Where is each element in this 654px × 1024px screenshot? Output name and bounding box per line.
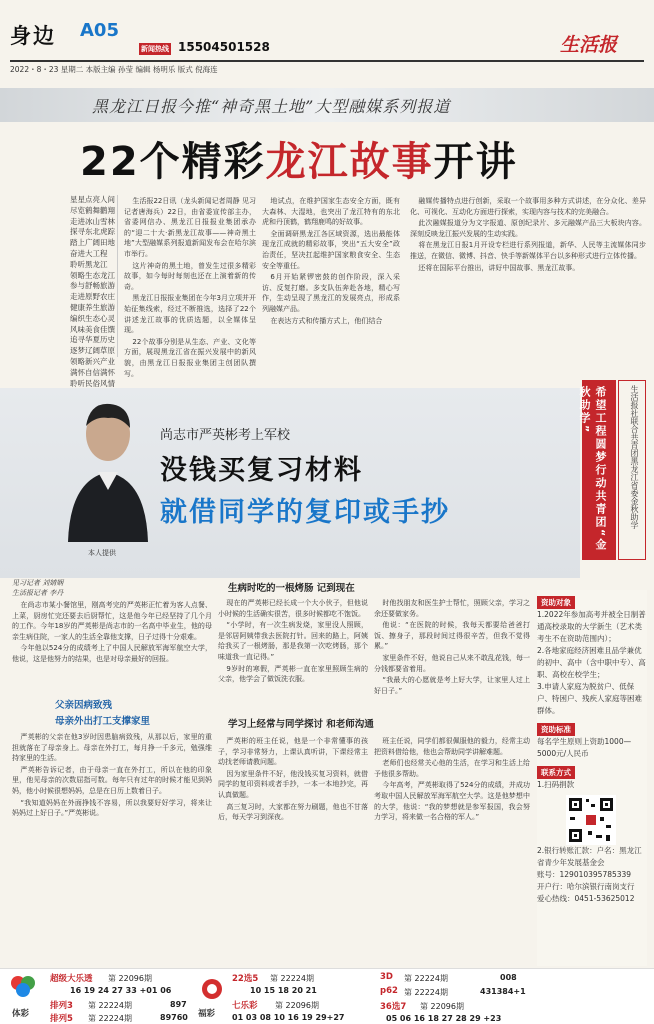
- lottery-numbers: 89760: [160, 1013, 188, 1022]
- brand-sports-lottery: 体彩: [12, 1009, 30, 1019]
- paragraph: 严英彬告诉记者，由于母亲一直在外打工，所以在他的印象里，他见母亲的次数屈指可数。每年只有过年的时候才能见到妈妈，他小时候很想妈妈，总是在日历上数着日子。: [12, 765, 212, 795]
- section2-col2: [374, 598, 530, 706]
- newspaper-logo: 生活报: [560, 34, 618, 56]
- section3-col2: [374, 736, 530, 958]
- story-list-item: 踏上广阔田地: [70, 238, 115, 248]
- article2-title-line2: 就借同学的复印或手抄: [160, 497, 450, 528]
- photo-credit: 本人提供: [88, 549, 116, 557]
- story-list-item: 聆听黑龙江: [70, 259, 108, 269]
- paragraph: 在尚志市某小餐馆里，刚高考完的严英彬正忙着为客人点餐、上菜，厨房忙完还要去后厨帮忙，这是他今年已经坚持了几个月的工作。今年18岁的严英彬是尚志市的一名高中毕业生，他的母亲生病住院，一家人的生活全靠他支撑，日子过得十分艰难。: [12, 601, 212, 641]
- lottery-issue: 第 22224期: [404, 974, 448, 983]
- paragraph: 他说：“在医院的时候，我每天都要给爸爸打饭、擦身子，那段时间过得很辛苦，但我不觉得累。”: [374, 621, 530, 651]
- story-list-item: 参与舒畅旅游: [70, 281, 115, 291]
- dateline: 2022・8・23 星期二 本版主编 孙莹 编辑 杨明乐 版式 倪海连: [10, 65, 218, 74]
- paragraph: 家里条件不好，他说自己从来不敢乱花钱，每一分钱都要省着用。: [374, 653, 530, 673]
- lottery-numbers: 008: [500, 973, 517, 982]
- story-list-item: 走进冰山雪林: [70, 216, 115, 226]
- paragraph: “我最大的心愿就是考上好大学，让家里人过上好日子。”: [374, 676, 530, 695]
- lottery-name: p62: [380, 986, 398, 996]
- paragraph: 在表达方式和传播方式上，他们结合: [270, 316, 383, 325]
- paragraph: 9岁时的寒假，严英彬一直在家里照顾生病的父亲，他学会了做饭洗衣服。: [218, 664, 368, 684]
- sidebar-contact: 2.银行转账汇款：户名：黑龙江省青少年发展基金会: [537, 846, 642, 867]
- hotline-label: 新闻热线: [141, 45, 169, 53]
- section3-title: 学习上经常与同学探讨 和老师沟通: [228, 719, 374, 730]
- story-list-item: 追寻华夏历史: [70, 335, 115, 345]
- section-title: 身边: [10, 23, 56, 48]
- paragraph: 老师们也经常关心他的生活，在学习和生活上给予他很多帮助。: [374, 759, 530, 778]
- paragraph: 6月开始紧锣密鼓的创作阶段，深入采访、反复打磨。多支队伍奔赴各地，精心写作，生动呈现了黑龙江的发展亮点，形成系列融媒产品。: [262, 273, 400, 313]
- lottery-numbers: 897: [170, 1000, 187, 1009]
- paragraph: 现在的严英彬已经长成一个大小伙子，但他说小时候的生活确实很苦，很多时候都吃不饱饭。: [218, 599, 368, 618]
- welfare-lottery-icon: [200, 977, 224, 1001]
- lottery-issue: 第 22224期: [88, 1014, 132, 1023]
- hotline-number: 15504501528: [178, 40, 270, 54]
- section2-title: 生病时吃的一根烤肠 记到现在: [228, 583, 355, 594]
- article2-title-line1: 没钱买复习材料: [160, 455, 363, 486]
- sidebar-contact: 账号：129010395785339: [537, 870, 632, 879]
- paragraph: 今年高考，严英彬取得了524分的成绩，并成功考取中国人民解放军海军航空大学。这是他梦想中的大学，他说：“我的梦想就是参军报国，我会努力学习，将来做一名合格的军人。”: [374, 781, 530, 822]
- lottery-name: 36选7: [380, 1002, 407, 1012]
- story-list-item: 探寻东北虎踪: [70, 227, 115, 237]
- article1-col2: [262, 196, 400, 386]
- lottery-results: [0, 968, 654, 1024]
- sidebar-contact: 开户行：哈尔滨银行南岗支行: [537, 882, 635, 891]
- paragraph: 严英彬的班主任说，他是一个非常懂事的孩子，学习非常努力，上课认真听讲，下课经常主动找老师请教问题。: [218, 737, 368, 767]
- sidebar-tag: 资助标准: [537, 723, 575, 736]
- lottery-name: 排列5: [50, 1014, 73, 1024]
- paragraph: 严英彬的父亲在他3岁时因患脑病致残，从那以后，家里的重担就落在了母亲身上。母亲在外打工，每月挣一千多元，勉强维持家里的生活。: [12, 733, 212, 763]
- lottery-name: 七乐彩: [232, 1001, 258, 1011]
- paragraph: 地试点，在维护国家生态安全方面，既有大森林、大湿地，也突出了龙江特有的东北虎和丹顶鹤，鹤翔鹿鸣的好故事。: [262, 197, 400, 227]
- story-list-item: 走进原野农庄: [70, 292, 115, 302]
- series-title: 黑龙江日报今推“神奇黑土地”大型融媒系列报道: [92, 97, 451, 116]
- byline-line1: 见习记者 刘婧娴: [12, 579, 64, 587]
- section1-title-line1: 父亲因病致残: [55, 700, 113, 711]
- lottery-issue: 第 22224期: [88, 1001, 132, 1010]
- charity-side-text: 生活报社联合共青团黑龙江省委金秋助学: [618, 380, 646, 560]
- paragraph: 还将在国际平台推出，讲好中国故事、黑龙江故事。: [418, 263, 580, 272]
- story-list-item: 满怀自信满怀: [70, 367, 115, 377]
- sidebar-item: 2.各地家庭经济困难且品学兼优的初中、高中（含中职中专）、高职、高校在校学生；: [537, 646, 646, 679]
- header-divider: [10, 60, 644, 62]
- article1-col3: [410, 196, 646, 386]
- charity-label: 希望工程圆梦行动共青团“金秋助学”: [582, 380, 616, 560]
- section2-col1: [218, 598, 368, 706]
- sidebar-tag: 联系方式: [537, 766, 575, 779]
- headline-suffix: 开讲: [433, 139, 518, 185]
- charity-box: [578, 380, 646, 560]
- page-code: A05: [80, 20, 119, 41]
- lottery-name: 超级大乐透: [50, 974, 93, 984]
- lottery-numbers: 05 06 16 18 27 28 29 +23: [386, 1014, 502, 1023]
- lottery-issue: 第 22224期: [270, 974, 314, 983]
- sidebar-contact: 爱心热线：0451-53625012: [537, 894, 635, 903]
- brand-welfare-lottery: 福彩: [198, 1009, 216, 1019]
- paragraph: “我知道妈妈在外面挣钱不容易，所以我要好好学习，将来让妈妈过上好日子。”严英彬说。: [12, 798, 212, 818]
- paragraph: 22个故事分别是从生态、产业、文化等方面，展现黑龙江省在振兴发展中的新风貌，由黑龙江日报报业集团主创团队撰写。: [124, 337, 256, 378]
- story-list-item: 逐梦辽阔草原: [70, 346, 115, 356]
- story-list-item: 领略新兴产业: [70, 356, 115, 366]
- sidebar-tag: 资助对象: [537, 596, 575, 609]
- paragraph: 将在黑龙江日报1月开设专栏进行系列报道，新华、人民等主流媒体同步推送，在微信、微博、抖音、快手等新媒体平台以多种形式进行立体传播。: [410, 241, 646, 260]
- story-list: [70, 195, 118, 388]
- sidebar-standard: 每名学生原则上资助1000—5000元/人民币: [537, 737, 632, 758]
- paragraph: 今年他以524分的成绩考上了中国人民解放军海军航空大学，他说，这是他努力的结果，也是对母亲最好的回报。: [12, 644, 212, 663]
- sidebar-contact: 1.扫码捐款: [537, 780, 575, 789]
- paragraph: 班主任说，同学们都很佩服他的毅力，经常主动把资料借给他，他也会帮助同学讲解难题。: [374, 737, 530, 756]
- sidebar-item: 3.申请人家庭为脱贫户、低保户、特困户、残疾人家庭等困难群体。: [537, 682, 642, 715]
- byline: [12, 578, 63, 598]
- lottery-name: 22选5: [232, 974, 259, 984]
- lottery-numbers: 10 15 18 20 21: [250, 986, 317, 995]
- story-list-item: 健康养生旅游: [70, 302, 115, 312]
- lottery-name: 3D: [380, 972, 393, 982]
- lottery-numbers: 431384+1: [480, 987, 526, 996]
- lottery-issue: 第 22096期: [420, 1002, 464, 1011]
- lottery-numbers: 16 19 24 27 33 +01 06: [70, 986, 172, 995]
- sidebar-item: 1.2022年参加高考并被全日制普通高校录取的大学新生（艺术类考生不在资助范围内）；: [537, 610, 646, 643]
- article1-col1: [124, 196, 256, 386]
- section1-body: [12, 732, 212, 957]
- qr-code-icon[interactable]: [566, 795, 616, 845]
- paragraph: 因为家里条件不好，他没钱买复习资料，就借同学的复印资料或者手抄，一本一本地抄完，再认真做题。: [218, 769, 368, 799]
- story-list-item: 星星点亮人间: [70, 195, 115, 204]
- paragraph: 此次融媒报道分为文字报道、原创纪录片、多元融媒产品三大板块内容。深刻反映龙江振兴发展的生动实践。: [410, 219, 646, 238]
- story-list-item: 编织生态心灵: [70, 313, 115, 323]
- sidebar-charity-info: [537, 590, 647, 966]
- main-headline: [80, 130, 518, 187]
- section3-col1: [218, 736, 368, 958]
- paragraph: 黑龙江日报报业集团在今年3月立项并开始征集线索，经过不断推选，选择了22个讲述龙江故事的优质选题，以全媒体呈现。: [124, 294, 256, 335]
- paragraph: 全面调研黑龙江各区域资源，选出最能体现龙江成就的精彩故事，突出“五大安全”政治责任，坚决扛起维护国家粮食安全、生态安全等重任。: [262, 229, 400, 270]
- lottery-name: 排列3: [50, 1001, 73, 1011]
- student-photo: [60, 392, 150, 542]
- sports-lottery-icon: [8, 973, 38, 999]
- byline-line2: 生活报记者 李丹: [12, 589, 64, 597]
- story-list-item: 奋进大工程: [70, 248, 108, 258]
- paragraph: “小学时，有一次生病发烧，家里没人照顾，是邻居阿姨带我去医院打针。回来的路上，阿姨给我买了一根烤肠，那是我第一次吃烤肠，那个味道我一直记得。”: [218, 621, 368, 661]
- lottery-issue: 第 22096期: [108, 974, 152, 983]
- paragraph: 生活报22日讯（龙头新闻记者周静 见习记者唐海兵）22日，由省委宣传部主办，省委网信办、黑龙江日报报业集团承办的“迎二十大·新黑龙江故事——神奇黑土地”大型融媒系列报道新闻发布会在哈尔滨市举行。: [124, 197, 256, 258]
- headline-highlight: 龙江故事: [265, 139, 434, 185]
- lottery-issue: 第 22224期: [404, 988, 448, 997]
- article2-lead: [12, 600, 212, 695]
- story-list-item: 风味美食佳馔: [70, 324, 115, 334]
- paragraph: 时他找朋友和医生护士帮忙，照顾父亲，学习之余还要做家务。: [374, 599, 530, 618]
- lottery-issue: 第 22096期: [275, 1001, 319, 1010]
- headline-prefix: 22个精彩: [80, 139, 266, 185]
- series-banner: [0, 88, 654, 122]
- article2-kicker: 尚志市严英彬考上军校: [160, 428, 291, 443]
- story-list-item: 领略生态龙江: [70, 270, 115, 280]
- story-list-item: 聆听民俗风情: [70, 378, 115, 388]
- story-list-item: 尽览鹤舞鹳翔: [70, 205, 115, 215]
- paragraph: 融媒传播特点进行创新，采取一个故事用多种方式讲述，在分众化、差异化、可视化、互动化方面进行探索，实现内容与技术的完美融合。: [410, 197, 646, 216]
- paragraph: 这片神奇的黑土地，曾发生过很多精彩故事，如今每时每刻也还在上演着新的传奇。: [124, 261, 256, 291]
- section1-title-line2: 母亲外出打工支撑家里: [55, 716, 151, 727]
- lottery-numbers: 01 03 08 10 16 19 29+27: [232, 1013, 345, 1022]
- paragraph: 高三复习时，大家都在努力刷题，他也不甘落后，每天学习到深夜。: [218, 802, 368, 822]
